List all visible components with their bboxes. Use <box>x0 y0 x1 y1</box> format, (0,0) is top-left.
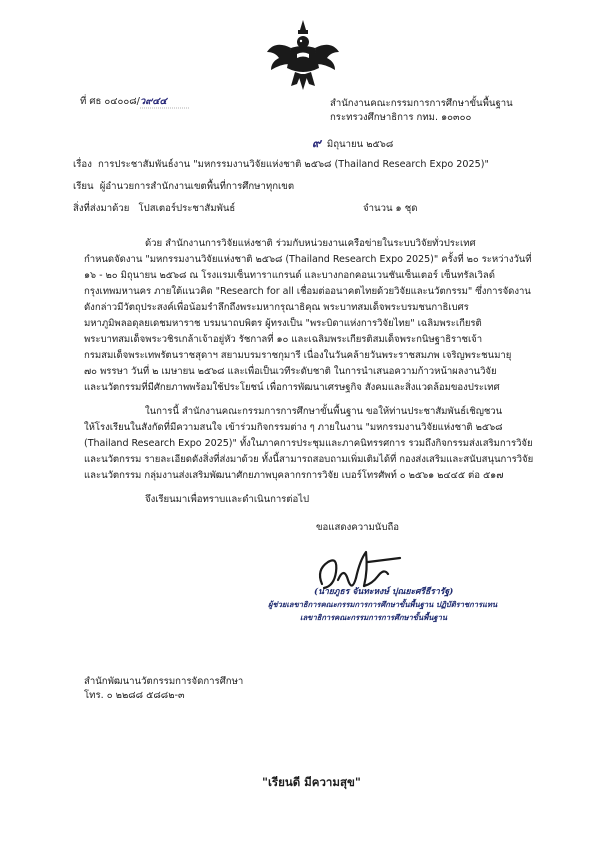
para1-line: กรุงเทพมหานคร ภายใต้แนวคิด "Research for all เชื่อมต่ออนาคตไทยด้วยวิจัยและนวัตกรรม" ซึ่งการจัดงาน <box>84 286 531 297</box>
reference-handwritten: ว๙๔๔ <box>139 96 167 107</box>
para1-line: ๑๖ - ๒๐ มิถุนายน ๒๕๖๘ ณ โรงแรมเซ็นทาราแกรนด์ และบางกอกคอนเวนชันเซ็นเตอร์ เซ็นทรัลเวิลด์ <box>84 270 495 281</box>
closing-request: จึงเรียนมาเพื่อทราบและดำเนินการต่อไป <box>145 494 309 505</box>
recipient-line <box>73 180 294 194</box>
signatory-title-line2: เลขาธิการคณะกรรมการการศึกษาขั้นพื้นฐาน <box>300 613 448 622</box>
para2-line: และนวัตกรรม กลุ่มงานส่งเสริมพัฒนาศักยภาพบุคลากรการวิจัย เบอร์โทรศัพท์ ๐ ๒๕๖๑ ๒๔๔๕ ต่อ ๕๑๗ <box>84 470 504 481</box>
subject-label: เรื่อง <box>73 159 92 170</box>
para1-line: ด้วย สำนักงานการวิจัยแห่งชาติ ร่วมกับหน่วยงานเครือข่ายในระบบวิจัยทั่วประเทศ <box>145 238 476 249</box>
recipient-text: ผู้อำนวยการสำนักงานเขตพื้นที่การศึกษาทุกเขต <box>99 181 295 192</box>
motto: "เรียนดี มีความสุข" <box>262 775 361 789</box>
para2-line: ในการนี้ สำนักงานคณะกรรมการการศึกษาขั้นพื้นฐาน ขอให้ท่านประชาสัมพันธ์เชิญชวน <box>145 406 503 417</box>
reference-prefix: ที่ ศธ ๐๔๐๐๘/ <box>80 96 140 107</box>
footer-phone: โทร. ๐ ๒๒๘๘ ๕๘๘๒-๓ <box>84 690 185 701</box>
date-month-year: มิถุนายน ๒๕๖๘ <box>326 139 394 150</box>
enclosure-line <box>73 202 235 216</box>
signatory-title-line1: ผู้ช่วยเลขาธิการคณะกรรมการการศึกษาขั้นพื้นฐาน ปฏิบัติราชการแทน <box>268 600 498 609</box>
enclosure-label: สิ่งที่ส่งมาด้วย <box>73 203 130 214</box>
enclosure-quantity: จำนวน ๑ ชุด <box>363 203 418 214</box>
garuda-emblem-icon <box>265 18 341 94</box>
signatory-name: (นายภูธร จันทะหงษ์ ปุณยะศรีธีรารัฐ) <box>314 587 454 597</box>
para1-line: ดังกล่าวมีวัตถุประสงค์เพื่อน้อมรำลึกถึงพระมหากรุณาธิคุณ พระบาทสมเด็จพระบรมชนกาธิเบศร <box>84 302 469 313</box>
sender-org-line2: กระทรวงศึกษาธิการ กทม. ๑๐๓๐๐ <box>330 112 472 123</box>
para1-line: และนวัตกรรมที่มีศักยภาพพร้อมใช้ประโยชน์ เพื่อการพัฒนาเศรษฐกิจ สังคมและสิ่งแวดล้อมของประเทศ <box>84 382 500 393</box>
date-day-handwritten: ๙ <box>312 136 321 150</box>
para1-line: กำหนดจัดงาน "มหกรรมงานวิจัยแห่งชาติ ๒๕๖๘ (Thailand Research Expo 2025)" ครั้งที่ ๒๐ ระหว่างวันที่ <box>84 254 532 265</box>
subject-line <box>73 158 489 172</box>
footer-office: สำนักพัฒนานวัตกรรมการจัดการศึกษา <box>84 676 244 687</box>
date-line <box>312 136 393 152</box>
sender-org-line1: สำนักงานคณะกรรมการการศึกษาขั้นพื้นฐาน <box>330 98 513 109</box>
para1-line: กรมสมเด็จพระเทพรัตนราชสุดาฯ สยามบรมราชกุมารี เนื่องในวันคล้ายวันพระราชสมภพ เจริญพระชนมายุ <box>84 350 512 361</box>
para2-line: และนวัตกรรม รายละเอียดดังสิ่งที่ส่งมาด้วย ทั้งนี้สามารถสอบถามเพิ่มเติมได้ที่ กองส่งเสริมและสนับสนุนการวิจัย <box>84 454 534 465</box>
para1-line: มหาภูมิพลอดุลยเดชมหาราช บรมนาถบพิตร ผู้ทรงเป็น "พระบิดาแห่งการวิจัยไทย" เฉลิมพระเกียรติ <box>84 318 482 329</box>
subject-text: การประชาสัมพันธ์งาน "มหกรรมงานวิจัยแห่งชาติ ๒๕๖๘ (Thailand Research Expo 2025)" <box>98 159 489 170</box>
para1-line: พระบาทสมเด็จพระวชิรเกล้าเจ้าอยู่หัว รัชกาลที่ ๑๐ และเฉลิมพระเกียรติสมเด็จพระกนิษฐาธิราชเจ้า <box>84 334 483 345</box>
enclosure-text: โปสเตอร์ประชาสัมพันธ์ <box>138 203 236 214</box>
para2-line: (Thailand Research Expo 2025)" ทั้งในภาคการประชุมและภาคนิทรรศการ รวมถึงกิจกรรมส่งเสริมการวิจัย <box>84 438 533 449</box>
recipient-label: เรียน <box>73 181 94 192</box>
para2-line: ให้โรงเรียนในสังกัดที่มีความสนใจ เข้าร่วมกิจกรรมต่าง ๆ ภายในงาน "มหกรรมงานวิจัยแห่งชาติ ๒๕๖๘ <box>84 422 503 433</box>
reference-underline <box>140 107 192 110</box>
closing-salutation: ขอแสดงความนับถือ <box>316 522 400 533</box>
para1-line: ๗๐ พรรษา วันที่ ๒ เมษายน ๒๕๖๘ และเพื่อเป็นเวทีระดับชาติ ในการนำเสนอความก้าวหน้าผลงานวิจัย <box>84 366 497 377</box>
